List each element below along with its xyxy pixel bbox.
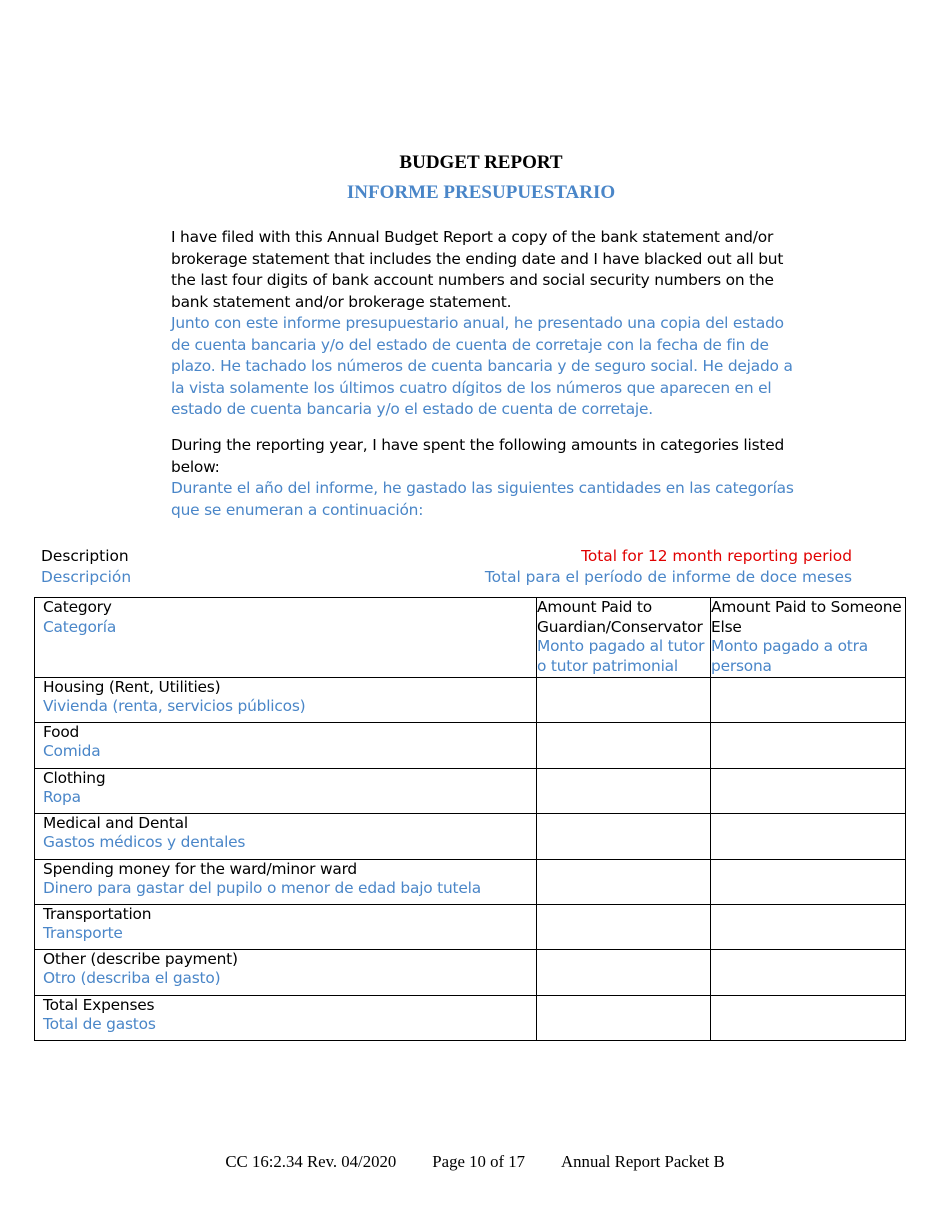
someone-amount-field[interactable] xyxy=(711,859,906,904)
spending-statement xyxy=(171,435,806,521)
total-period-label-es: Total para el período de informe de doce meses xyxy=(484,568,852,586)
category-es: Comida xyxy=(43,742,101,761)
table-row xyxy=(35,904,906,949)
page-number: Page 10 of 17 xyxy=(432,1152,526,1171)
table-header-row xyxy=(35,598,906,678)
guardian-amount-field[interactable] xyxy=(537,814,711,859)
description-label-en: Description xyxy=(41,547,129,565)
category-cell xyxy=(35,995,537,1040)
category-en: Spending money for the ward/minor ward xyxy=(43,859,357,878)
table-row xyxy=(35,814,906,859)
category-es: Otro (describa el gasto) xyxy=(43,969,221,988)
guardian-total-field[interactable] xyxy=(537,995,711,1040)
description-label-es: Descripción xyxy=(41,568,132,586)
table-row xyxy=(35,678,906,723)
category-en: Housing (Rent, Utilities) xyxy=(43,678,221,696)
someone-amount-field[interactable] xyxy=(711,814,906,859)
category-en: Other (describe payment) xyxy=(43,950,238,969)
guardian-amount-field[interactable] xyxy=(537,678,711,723)
spending-statement-es: Durante el año del informe, he gastado las siguientes cantidades en las categorías que se enumeran a continuación: xyxy=(171,479,794,519)
someone-amount-field[interactable] xyxy=(711,768,906,813)
guardian-amount-field[interactable] xyxy=(537,768,711,813)
header-guardian-es: Monto pagado al tutor o tutor patrimonial xyxy=(537,637,705,675)
category-es: Transporte xyxy=(43,923,123,942)
table-row xyxy=(35,723,906,768)
header-category-es: Categoría xyxy=(43,617,117,636)
header-guardian-en: Amount Paid to Guardian/Conservator xyxy=(537,598,703,636)
category-es: Ropa xyxy=(43,787,81,806)
total-period-label xyxy=(485,546,852,588)
page-title: BUDGET REPORT xyxy=(399,152,563,173)
category-en: Clothing xyxy=(43,768,106,787)
filing-statement-es: Junto con este informe presupuestario anual, he presentado una copia del estado de cuenta bancaria y/o del estado de cuenta de corretaje con la fecha de fin de plazo. He tachado los números de cuenta bancaria y de seguro social. He dejado a la vista solamente los últimos cuatro dígitos de los números que aparecen en el estado de cuenta bancaria y/o el estado de cuenta de corretaje. xyxy=(171,314,793,418)
category-cell xyxy=(35,904,537,949)
page-footer xyxy=(0,1152,950,1172)
category-cell xyxy=(35,678,537,723)
category-en: Transportation xyxy=(43,904,152,923)
header-category-en: Category xyxy=(43,598,112,616)
someone-amount-field[interactable] xyxy=(711,678,906,723)
table-row-total xyxy=(35,995,906,1040)
total-period-label-en: Total for 12 month reporting period xyxy=(581,547,852,565)
guardian-amount-field[interactable] xyxy=(537,723,711,768)
someone-amount-field[interactable] xyxy=(711,950,906,995)
category-cell xyxy=(35,950,537,995)
spending-statement-en: During the reporting year, I have spent the following amounts in categories listed below: xyxy=(171,436,785,476)
category-cell xyxy=(35,768,537,813)
category-es: Dinero para gastar del pupilo o menor de edad bajo tutela xyxy=(43,878,481,897)
budget-table xyxy=(34,597,906,1041)
table-row xyxy=(35,950,906,995)
category-en: Medical and Dental xyxy=(43,814,188,833)
header-someone-amount xyxy=(711,598,906,678)
header-guardian-amount xyxy=(537,598,711,678)
header-someone-en: Amount Paid to Someone Else xyxy=(711,598,902,636)
guardian-amount-field[interactable] xyxy=(537,950,711,995)
form-id: CC 16:2.34 Rev. 04/2020 xyxy=(225,1152,397,1171)
table-row xyxy=(35,768,906,813)
category-en: Food xyxy=(43,723,80,742)
page-subtitle-spanish: INFORME PRESUPUESTARIO xyxy=(346,182,616,203)
table-row xyxy=(35,859,906,904)
category-es: Total de gastos xyxy=(43,1014,156,1033)
category-es: Vivienda (renta, servicios públicos) xyxy=(43,697,306,715)
packet-name: Annual Report Packet B xyxy=(561,1152,725,1171)
category-cell xyxy=(35,859,537,904)
header-someone-es: Monto pagado a otra persona xyxy=(711,637,869,675)
category-es: Gastos médicos y dentales xyxy=(43,833,246,852)
category-cell xyxy=(35,723,537,768)
someone-total-field[interactable] xyxy=(711,995,906,1040)
description-label xyxy=(41,546,131,588)
filing-statement xyxy=(171,227,806,421)
someone-amount-field[interactable] xyxy=(711,904,906,949)
header-category xyxy=(35,598,537,678)
category-cell xyxy=(35,814,537,859)
guardian-amount-field[interactable] xyxy=(537,904,711,949)
filing-statement-en: I have filed with this Annual Budget Report a copy of the bank statement and/or brokerage statement that includes the ending date and I have blacked out all but the last four digits of bank account numbers and social security numbers on the bank statement and/or brokerage statement. xyxy=(171,228,784,311)
guardian-amount-field[interactable] xyxy=(537,859,711,904)
someone-amount-field[interactable] xyxy=(711,723,906,768)
category-en: Total Expenses xyxy=(43,995,155,1014)
